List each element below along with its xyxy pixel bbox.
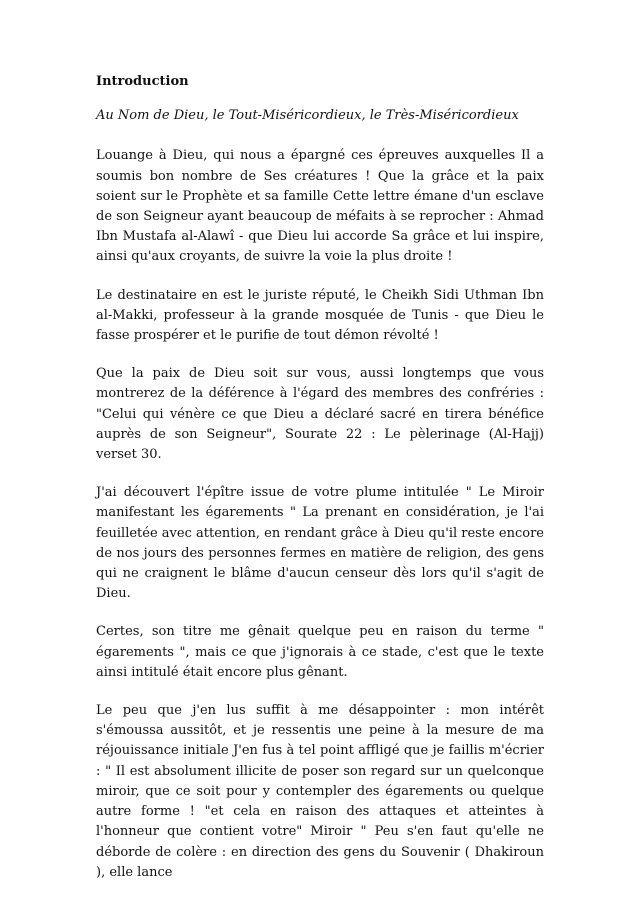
paragraph-5: Certes, son titre me gênait quelque peu en raison du terme " égarements ", mais ce que j'ignorais à ce stade, c'est que le texte ainsi intitulé était encore plus gênant.: [96, 624, 544, 680]
bismillah-line: Au Nom de Dieu, le Tout-Miséricordieux, le Très-Miséricordieux: [96, 108, 519, 124]
paragraph-2: Le destinataire en est le juriste réputé, le Cheikh Sidi Uthman Ibn al-Makki, professeur à la grande mosquée de Tunis - que Dieu le fasse prospérer et le purifie de tout démon révolté !: [96, 287, 544, 344]
document-page: [96, 72, 544, 901]
paragraph-3: Que la paix de Dieu soit sur vous, aussi longtemps que vous montrerez de la déférence à l'égard des membres des confréries : "Celui qui vénère ce que Dieu a déclaré sacré en tirera bénéfice auprès de son Seigneur", Sourate 22 : Le pèlerinage (Al-Hajj) verset 30.: [96, 366, 544, 463]
paragraph-6: Le peu que j'en lus suffit à me désappointer : mon intérêt s'émoussa aussitôt, et je ressentis une peine à la mesure de ma réjouissance initiale J'en fus à tel point affligé que je faillis m'écrier : " Il est absolument illicite de poser son regard sur un quelconque miroir, que ce soit pour y contempler des égarements ou quelque autre forme ! "et cela en raison des attaques et atteintes à l'honneur que contient votre" Miroir " Peu s'en faut qu'elle ne déborde de colère : en direction des gens du Souvenir ( Dhakiroun ), elle lance: [96, 703, 544, 880]
paragraph-4: J'ai découvert l'épître issue de votre plume intitulée " Le Miroir manifestant les égarements " La prenant en considération, je l'ai feuilletée avec attention, en rendant grâce à Dieu qu'il reste encore de nos jours des personnes fermes en matière de religion, des gens qui ne craignent le blâme d'aucun censeur dès lors qu'il s'agit de Dieu.: [96, 485, 544, 602]
section-heading: Introduction: [96, 74, 189, 89]
paragraph-1: Louange à Dieu, qui nous a épargné ces épreuves auxquelles Il a soumis bon nombre de Ses créatures ! Que la grâce et la paix soient sur le Prophète et sa famille Cette lettre émane d'un esclave de son Seigneur ayant beaucoup de méfaits à se reprocher : Ahmad Ibn Mustafa al-Alawî - que Dieu lui accorde Sa grâce et lui inspire, ainsi qu'aux croyants, de suivre la voie la plus droite !: [96, 148, 544, 265]
